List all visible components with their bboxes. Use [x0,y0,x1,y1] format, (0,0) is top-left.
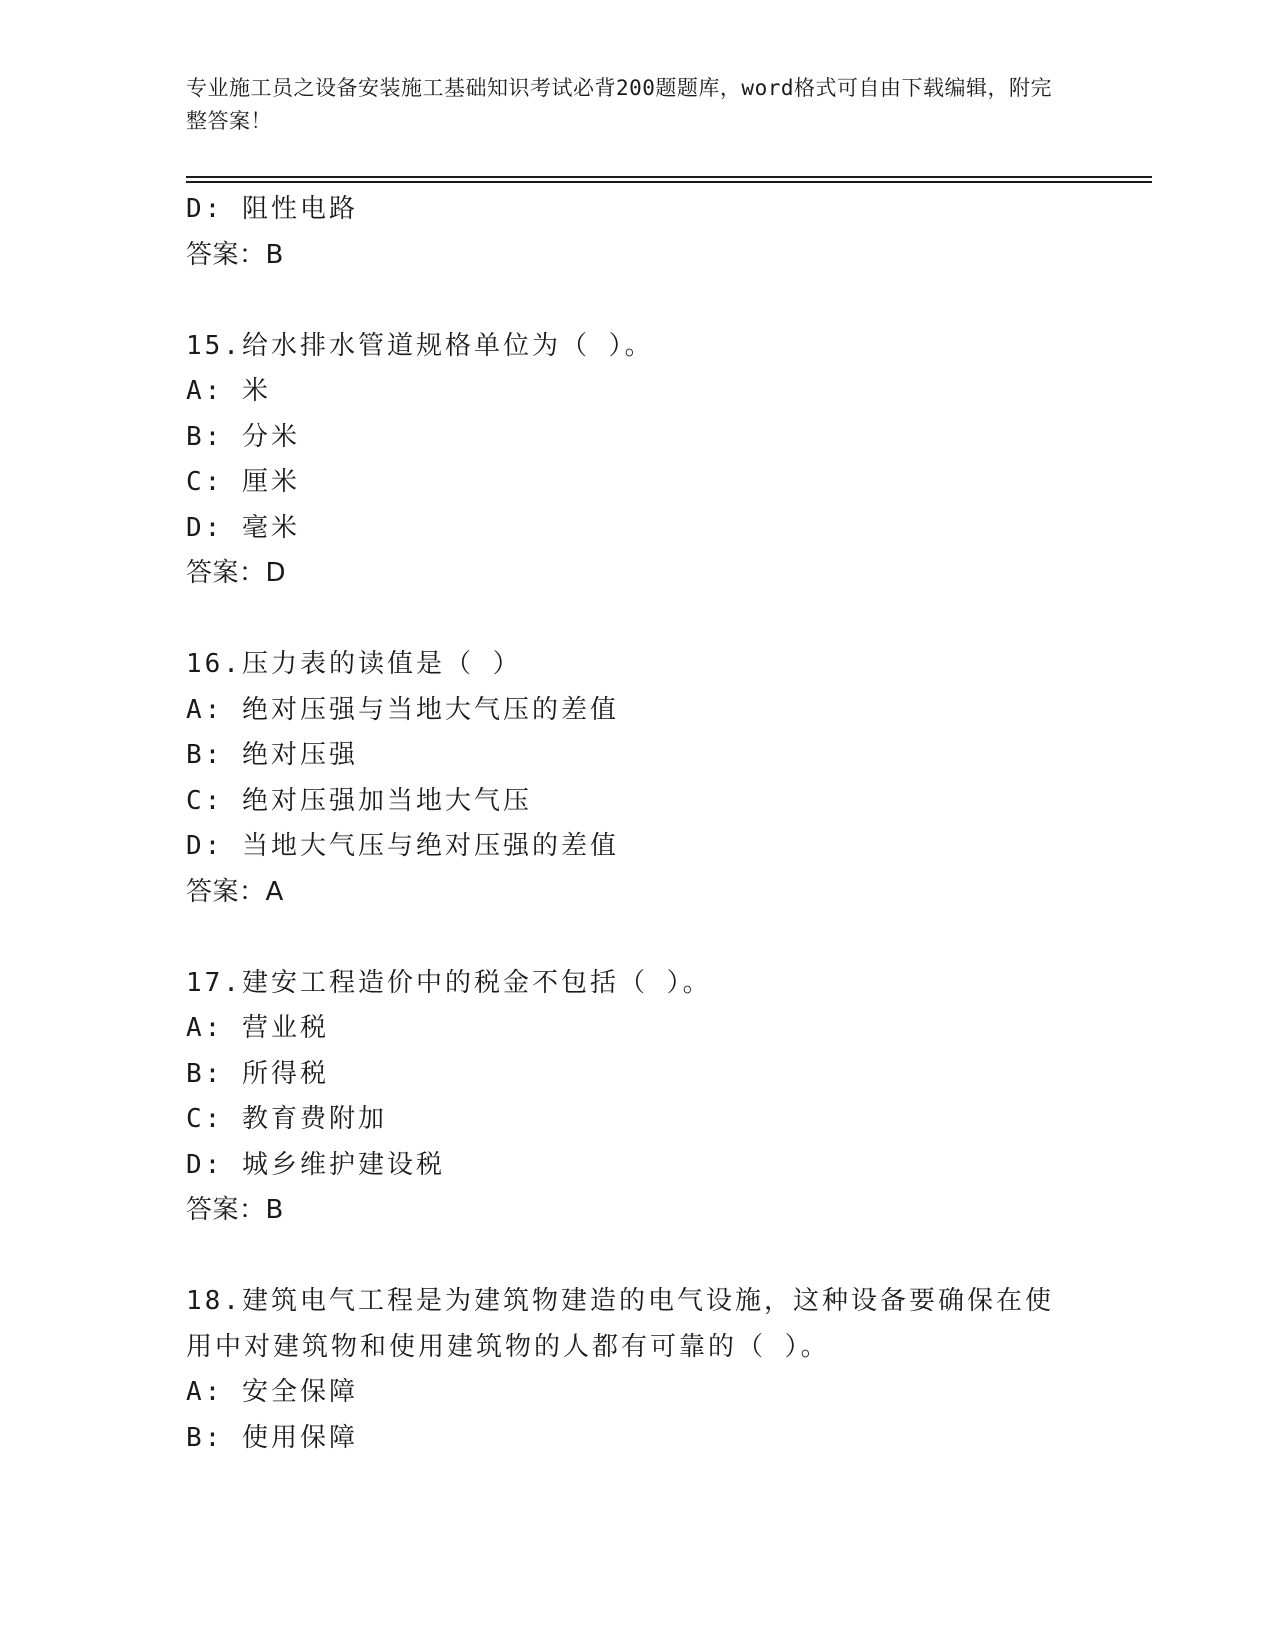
spacer [186,915,1152,961]
q17-option-c: C: 教育费附加 [186,1104,387,1134]
document-header: 专业施工员之设备安装施工基础知识考试必背200题题库，word格式可自由下载编辑，附完整答案！ [186,76,1052,133]
q17-option-b: B: 所得税 [186,1058,329,1089]
q15-option-d: D: 毫米 [186,512,300,543]
spacer [186,597,1152,643]
q16-option-b: B: 绝对压强 [186,740,358,770]
q16-option-d: D: 当地大气压与绝对压强的差值 [186,831,619,861]
spacer [186,278,1152,324]
q17-option-d: D: 城乡维护建设税 [186,1149,445,1180]
question-list [186,187,1152,1461]
q18-stem: 18.建筑电气工程是为建筑物建造的电气设施，这种设备要确保在使用中对建筑物和使用建筑物的人都有可靠的（ ）。 [186,1286,1054,1362]
q17-option-a: A: 营业税 [186,1013,329,1043]
q15-option-b: B: 分米 [186,421,300,452]
q16-stem: 16.压力表的读值是（ ） [186,649,522,679]
q16-option-a: A: 绝对压强与当地大气压的差值 [186,694,619,725]
q16-option-c: C: 绝对压强加当地大气压 [186,785,532,816]
header-divider-top [186,176,1152,178]
prev-answer: 答案：B [186,239,284,270]
q18-option-a: A: 安全保障 [186,1377,358,1407]
header-divider-bottom [186,181,1152,183]
q15-option-c: C: 厘米 [186,467,300,497]
q17-stem: 17.建安工程造价中的税金不包括（ ）。 [186,967,712,998]
q18-option-b: B: 使用保障 [186,1422,358,1453]
q15-stem: 15.给水排水管道规格单位为（ ）。 [186,330,654,361]
q15-answer: 答案：D [186,558,287,588]
q17-answer: 答案：B [186,1195,284,1225]
q15-option-a: A: 米 [186,376,271,406]
spacer [186,1234,1152,1280]
q16-answer: 答案：A [186,876,284,907]
prev-option-d: D: 阻性电路 [186,194,358,224]
